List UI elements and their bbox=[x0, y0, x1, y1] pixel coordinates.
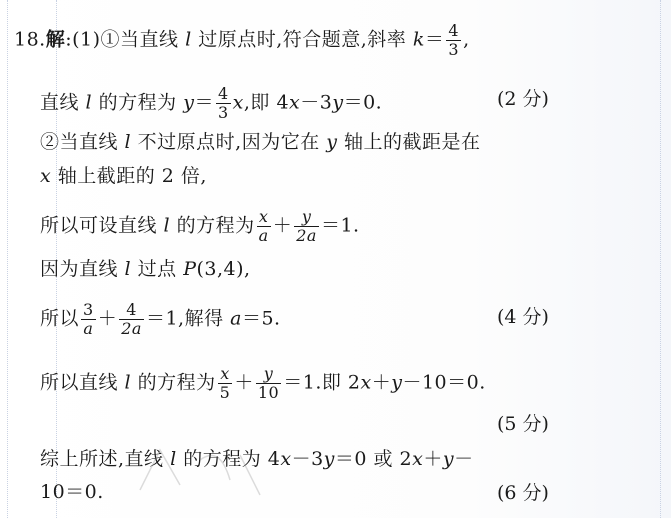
score-label: (5 分) bbox=[497, 413, 549, 435]
text: 10＝0. bbox=[40, 481, 104, 503]
var-y: y bbox=[183, 91, 195, 114]
text: ＝0. bbox=[343, 91, 383, 114]
text: 轴上截距的 2 倍, bbox=[51, 165, 207, 187]
var-l: l bbox=[124, 371, 132, 394]
fraction bbox=[119, 301, 144, 338]
solution-line-6 bbox=[40, 257, 251, 281]
solution-line-10 bbox=[40, 480, 104, 504]
fraction bbox=[294, 208, 319, 245]
text: 的方程为 bbox=[131, 371, 216, 394]
text: ＋ bbox=[272, 214, 293, 237]
text: －3 bbox=[291, 448, 324, 470]
numerator: x bbox=[218, 365, 233, 384]
text: ＝1.即 2 bbox=[283, 371, 361, 394]
numerator: y bbox=[256, 365, 281, 384]
numerator: 4 bbox=[119, 301, 144, 320]
text: 综上所述,直线 bbox=[40, 448, 171, 470]
var-l: l bbox=[163, 214, 171, 237]
solution-line-5 bbox=[40, 208, 360, 245]
fraction bbox=[257, 208, 271, 245]
denominator: a bbox=[83, 319, 94, 338]
numerator: 3 bbox=[83, 300, 94, 319]
text: ＋ bbox=[423, 448, 443, 470]
solution-line-3 bbox=[40, 130, 481, 154]
var-l: l bbox=[85, 91, 93, 114]
text: － bbox=[454, 448, 474, 470]
var-l: l bbox=[185, 28, 192, 51]
score-label: (4 分) bbox=[497, 306, 549, 328]
text: ＝1,解得 bbox=[145, 307, 231, 330]
denominator: 3 bbox=[448, 40, 460, 59]
grid-line bbox=[660, 0, 661, 518]
text: 过原点时,符合题意,斜率 bbox=[191, 28, 413, 51]
text: ②当直线 bbox=[40, 131, 125, 153]
score-label: (6 分) bbox=[497, 482, 549, 504]
text: 的方程为 4 bbox=[176, 448, 281, 470]
denominator: 2a bbox=[296, 226, 317, 245]
question-number: 18. bbox=[14, 28, 46, 51]
numerator: 4 bbox=[217, 84, 229, 103]
numerator: y bbox=[294, 208, 319, 227]
var-x: x bbox=[40, 165, 52, 187]
var-l: l bbox=[124, 131, 132, 153]
denominator: 3 bbox=[217, 103, 229, 122]
text: ＋ bbox=[97, 307, 118, 330]
fraction bbox=[81, 301, 96, 338]
text: －3 bbox=[300, 91, 333, 114]
text: (3,4), bbox=[196, 258, 251, 280]
text: ＝1. bbox=[320, 214, 360, 237]
numerator: x bbox=[257, 208, 271, 227]
var-y: y bbox=[326, 131, 338, 153]
text: 直线 bbox=[40, 91, 86, 114]
denominator: 5 bbox=[219, 383, 231, 402]
var-k: k bbox=[412, 28, 425, 51]
numerator: 4 bbox=[448, 21, 460, 40]
denominator: 2a bbox=[121, 319, 142, 338]
text: 轴上的截距是在 bbox=[337, 131, 481, 153]
text: ＝ bbox=[194, 91, 214, 114]
var-x: x bbox=[232, 91, 244, 114]
denominator: a bbox=[258, 226, 269, 245]
text: 所以可设直线 bbox=[40, 214, 164, 237]
point-p: P bbox=[183, 258, 197, 280]
fraction bbox=[216, 85, 231, 122]
text: 所以直线 bbox=[40, 371, 125, 394]
text: 的方程为 bbox=[92, 91, 184, 114]
solution-line-7 bbox=[40, 301, 281, 338]
faint-handwriting-mark bbox=[120, 440, 270, 500]
text: 因为直线 bbox=[40, 258, 125, 280]
var-x: x bbox=[280, 448, 292, 470]
text: ＝0 或 2 bbox=[334, 448, 413, 470]
text: 过点 bbox=[131, 258, 184, 280]
text: 不过原点时,因为它在 bbox=[131, 131, 327, 153]
text: －10＝0. bbox=[402, 371, 486, 394]
var-y: y bbox=[323, 448, 335, 470]
denominator: 10 bbox=[257, 383, 280, 402]
var-y: y bbox=[442, 448, 455, 470]
var-y: y bbox=[391, 371, 403, 394]
solution-line-4 bbox=[40, 164, 207, 188]
fraction bbox=[446, 22, 461, 59]
grid-line bbox=[7, 0, 8, 518]
text: 所以 bbox=[40, 307, 80, 330]
var-x: x bbox=[412, 448, 424, 470]
var-l: l bbox=[124, 258, 132, 280]
solution-line-1 bbox=[14, 22, 470, 59]
text: 的方程为 bbox=[170, 214, 255, 237]
text: , bbox=[463, 28, 470, 51]
text: ＝5. bbox=[241, 307, 281, 330]
text: ,即 4 bbox=[243, 91, 290, 114]
text: ＋ bbox=[371, 371, 392, 394]
fraction bbox=[218, 365, 233, 402]
score-label: (2 分) bbox=[497, 88, 549, 110]
var-x: x bbox=[360, 371, 372, 394]
solution-line-2 bbox=[40, 85, 382, 122]
text: :(1)①当直线 bbox=[65, 28, 186, 51]
var-l: l bbox=[170, 448, 177, 470]
var-a: a bbox=[230, 307, 242, 330]
solution-line-8 bbox=[40, 365, 486, 402]
var-x: x bbox=[289, 91, 301, 114]
fraction bbox=[256, 365, 281, 402]
solution-label: 解 bbox=[45, 28, 66, 51]
text: ＋ bbox=[234, 371, 254, 394]
text: ＝ bbox=[424, 28, 445, 51]
var-y: y bbox=[332, 91, 344, 114]
